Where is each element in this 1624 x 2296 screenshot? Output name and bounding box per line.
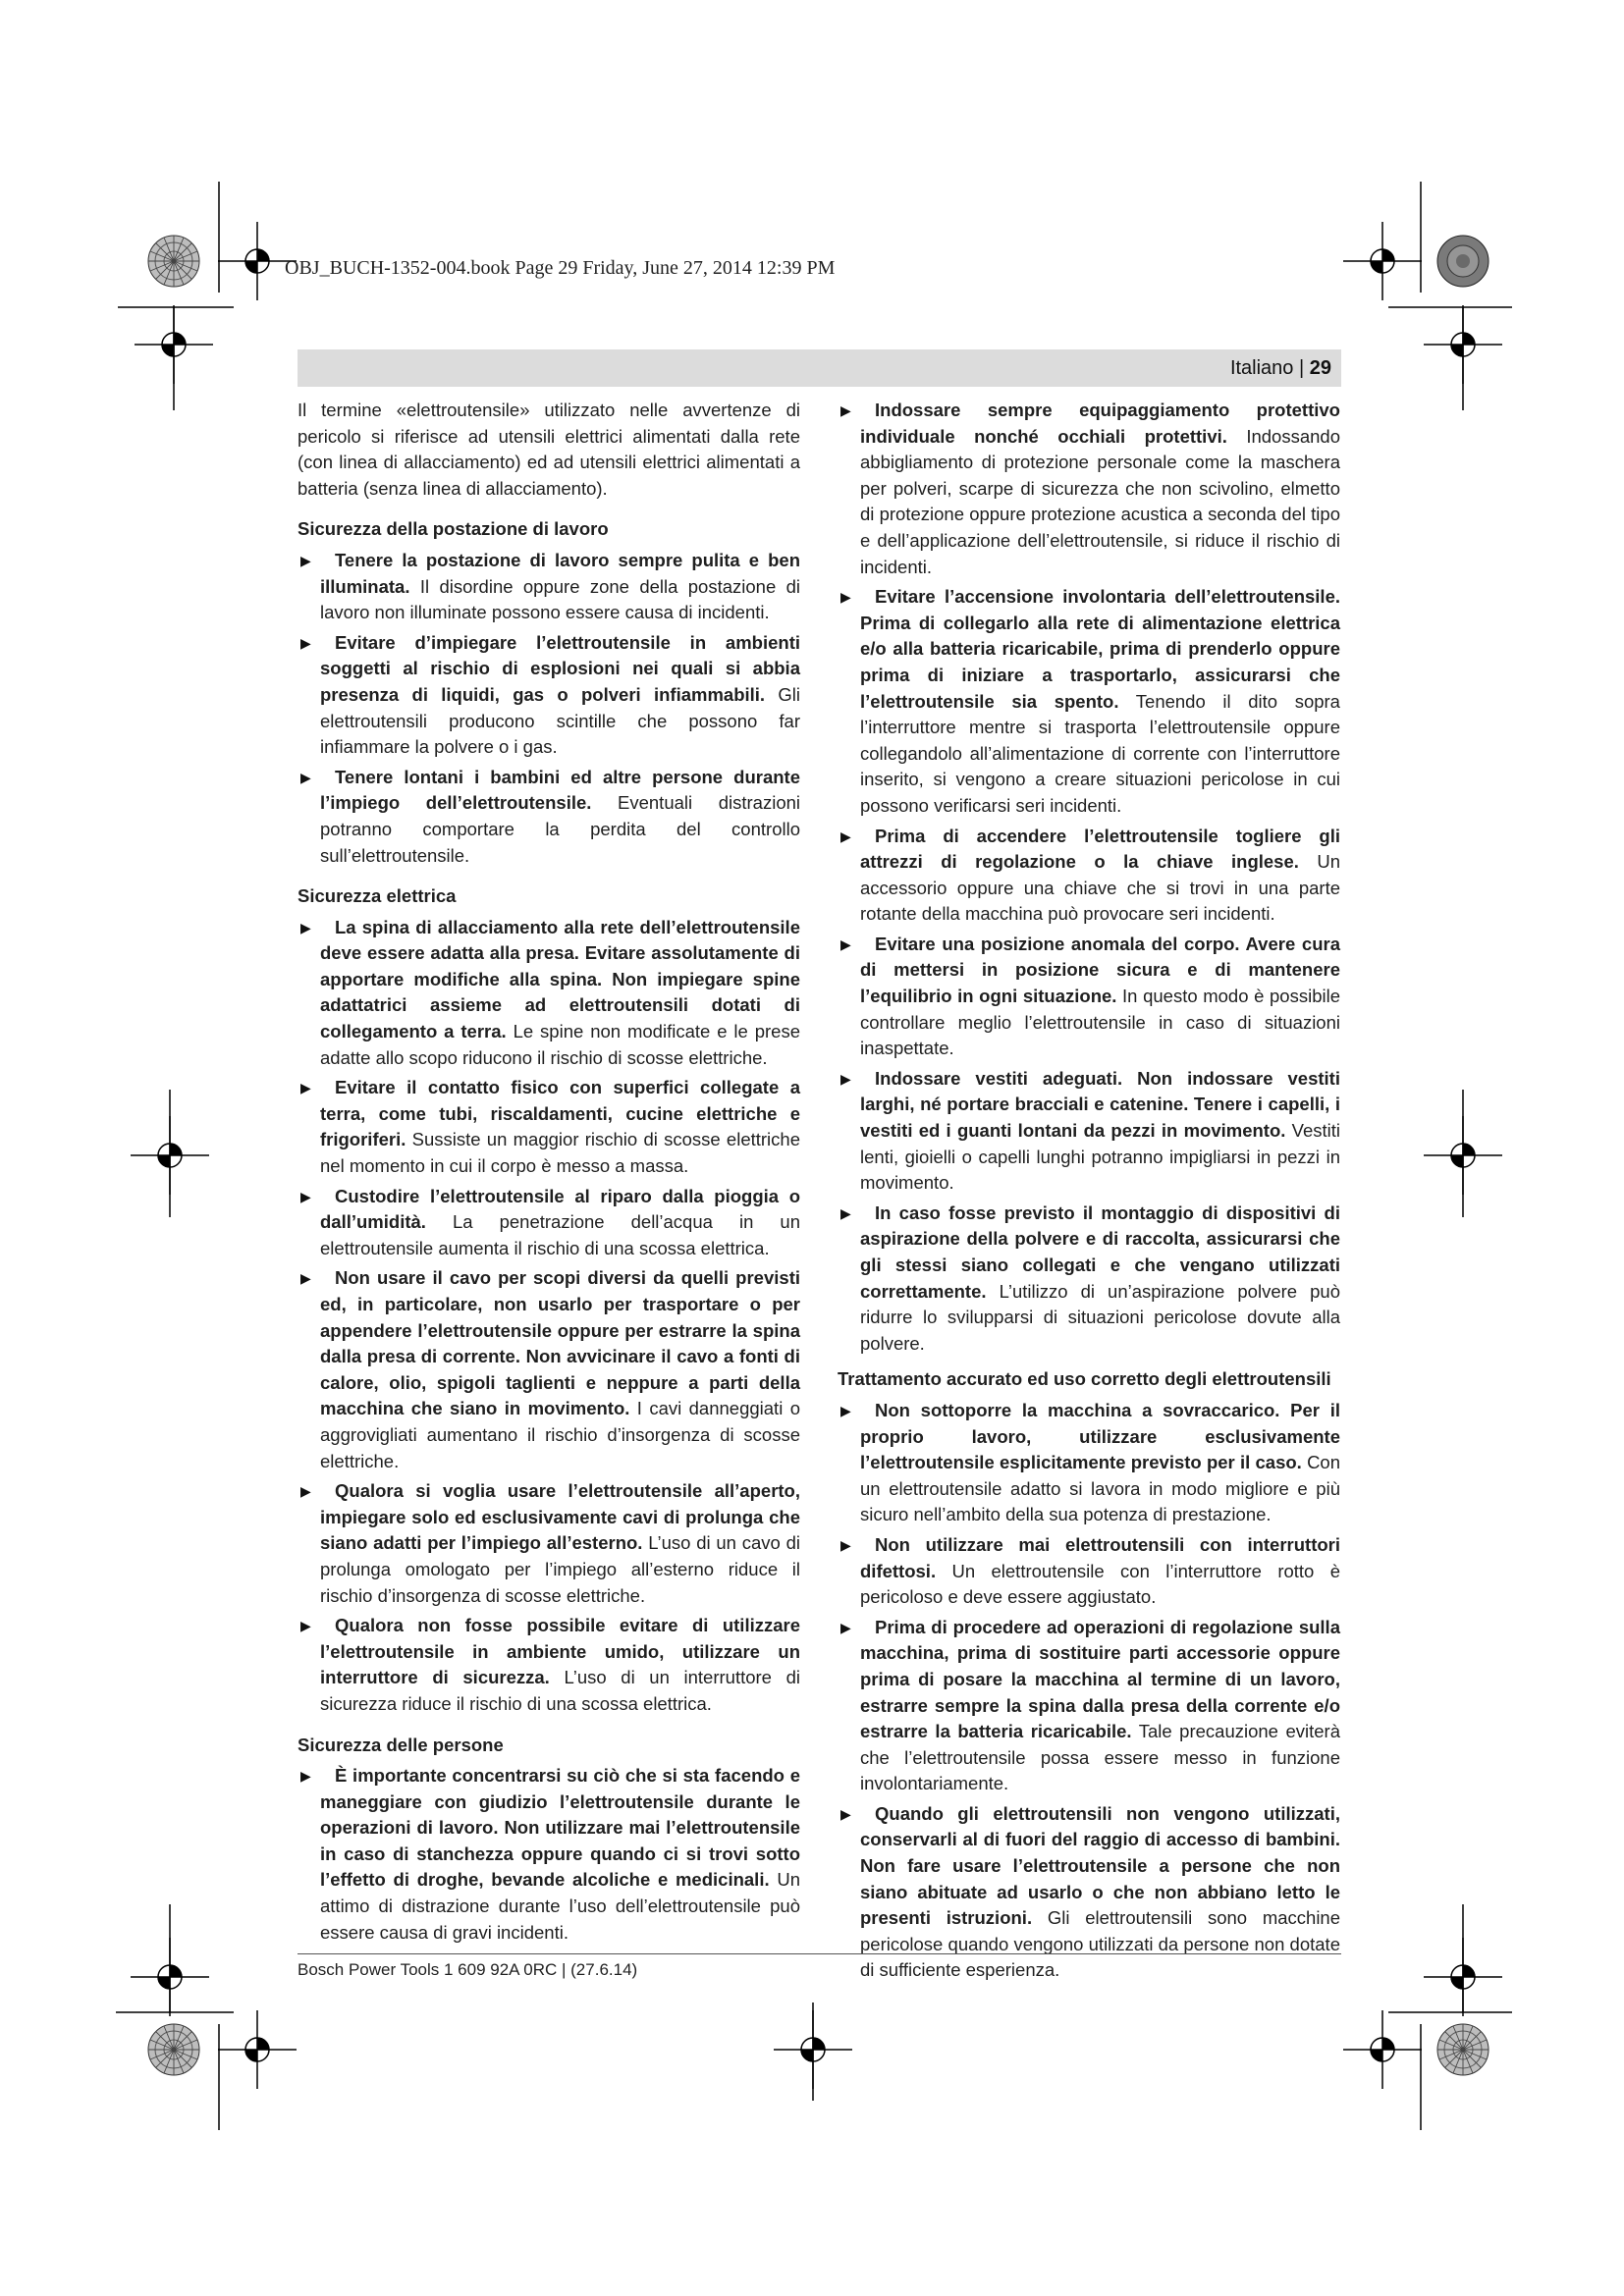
list-item: ▶ In caso fosse previsto il montaggio di dispositivi di aspirazione della polvere e di raccolta, assicurarsi che gli stessi siano collegati e che vengano utilizzati correttamente. L’utilizzo di un’aspirazione polvere può ridurre lo svilupparsi di situazioni pericolose dovute alla polvere. (840, 1201, 1340, 1354)
list-item: ▶ Non usare il cavo per scopi diversi da quelli previsti ed, in particolare, non usarlo per trasportare o per appendere l’elettroutensile oppure per estrarre la spina dalla presa di corrente. Non avvicinare il cavo a fonti di calore, olio, spigoli taglienti e neppure a parti della macchina che siano in movimento. I cavi danneggiati o aggrovigliati aumentano il rischio d’insorgenza di scosse elettriche. (300, 1267, 800, 1471)
bullet-icon: ▶ (300, 1618, 311, 1634)
bullet-icon: ▶ (840, 1805, 851, 1822)
list-item: ▶ Tenere lontani i bambini ed altre persone durante l’impiego dell’elettroutensile. Eventuali distrazioni potranno comportare la perdita del controllo sull’elettroutensile. (300, 766, 801, 866)
bullet-icon: ▶ (840, 828, 851, 844)
page-footer: Bosch Power Tools 1 609 92A 0RC | (27.6.14) (298, 1960, 638, 1979)
left-column (298, 398, 800, 1949)
intro-paragraph: Il termine «elettroutensile» utilizzato nelle avvertenze di pericolo si riferisce ad utensili elettrici alimentati dalla rete (con linea di allacciamento) ed ad utensili elettrici alimentati a batteria (senza linea di allacciamento). (298, 400, 800, 499)
list-item: ▶ Non utilizzare mai elettroutensili con interruttori difettosi. Un elettroutensile con l’interruttore rotto è pericoloso e deve essere aggiustato. (840, 1533, 1340, 1608)
header-language: Italiano (1229, 357, 1294, 379)
page-number: 29 (1309, 357, 1331, 379)
bullet-icon: ▶ (300, 1270, 311, 1287)
list-item: ▶ Qualora non fosse possibile evitare di utilizzare l’elettroutensile in ambiente umido, utilizzare un interruttore di sicurezza. L’uso di un interruttore di sicurezza riduce il rischio di una scossa elettrica. (300, 1615, 800, 1714)
bullet-icon: ▶ (840, 935, 851, 952)
bullet-icon: ▶ (300, 919, 311, 935)
bullet-icon: ▶ (300, 552, 311, 568)
list-item: ▶ Evitare una posizione anomala del corpo. Avere cura di mettersi in posizione sicura e di mantenere l’equilibrio in ogni situazione. In questo modo è possibile controllare meglio l’elettroutensile in caso di situazioni inaspettate. (840, 933, 1340, 1059)
list-item: ▶ È importante concentrarsi su ciò che si sta facendo e maneggiare con giudizio l’elettroutensile durante le operazioni di lavoro. Non utilizzare mai l’elettroutensile in caso di stanchezza oppure quando ci si trovi sotto l’effetto di droghe, bevande alcoliche e medicinali. Un attimo di distrazione durante l’uso dell’elettroutensile può essere causa di gravi incidenti. (300, 1765, 800, 1943)
header-separator: | (1293, 357, 1310, 379)
bullet-icon: ▶ (840, 1619, 851, 1635)
print-slug: OBJ_BUCH-1352-004.book Page 29 Friday, June 27, 2014 12:39 PM (285, 257, 836, 279)
section-title-personal: Sicurezza delle persone (298, 1734, 504, 1755)
list-item: ▶ Indossare sempre equipaggiamento protettivo individuale nonché occhiali protettivi. Indossando abbigliamento di protezione personale come la maschera per polveri, scarpe di sicurezza che non scivolino, elmetto di protezione oppure protezione acustica a seconda del tipo e dell’applicazione dell’elettroutensile, si riduce il rischio di incidenti. (840, 400, 1340, 577)
list-item: ▶ Non sottoporre la macchina a sovraccarico. Per il proprio lavoro, utilizzare esclusivamente l’elettroutensile esplicitamente previsto per il caso. Con un elettroutensile adatto si lavora in modo migliore e più sicuro nell’ambito della sua potenza di prestazione. (840, 1399, 1341, 1525)
section-title-electrical: Sicurezza elettrica (298, 885, 457, 907)
list-item: ▶ Indossare vestiti adeguati. Non indossare vestiti larghi, né portare bracciali e catenine. Tenere i capelli, i vestiti ed i guanti lontani da pezzi in movimento. Vestiti lenti, gioielli o capelli lunghi potranno impigliarsi in pezzi in movimento. (840, 1067, 1340, 1194)
list-item: ▶ Prima di procedere ad operazioni di regolazione sulla macchina, prima di sostituire parti accessorie oppure prima di posare la macchina al termine di un lavoro, estrarre sempre la spina dalla presa della corrente e/o estrarre la batteria ricaricabile. Tale precauzione eviterà che l’elettroutensile possa essere messo in funzione involontariamente. (840, 1616, 1340, 1794)
bullet-icon: ▶ (300, 769, 311, 785)
list-item: ▶ Tenere la postazione di lavoro sempre pulita e ben illuminata. Il disordine oppure zone della postazione di lavoro non illuminate possono essere causa di incidenti. (300, 549, 800, 623)
list-item: ▶ Evitare d’impiegare l’elettroutensile in ambienti soggetti al rischio di esplosioni nei quali si abbia presenza di liquidi, gas o polveri infiammabili. Gli elettroutensili producono scintille che possono far infiammare la polvere o i gas. (300, 631, 800, 758)
page-header (298, 349, 1341, 387)
bullet-icon: ▶ (300, 1080, 311, 1096)
bullet-icon: ▶ (300, 634, 311, 651)
list-item: ▶ Custodire l’elettroutensile al riparo dalla pioggia o dall’umidità. La penetrazione dell’acqua in un elettroutensile aumenta il rischio di una scossa elettrica. (300, 1185, 800, 1258)
section-title-workplace: Sicurezza della postazione di lavoro (298, 518, 609, 540)
list-item: ▶ Prima di accendere l’elettroutensile togliere gli attrezzi di regolazione o la chiave inglese. Un accessorio oppure una chiave che si trovi in una parte rotante della macchina può provocare seri incidenti. (840, 825, 1340, 925)
bullet-icon: ▶ (840, 1402, 851, 1418)
list-item: ▶ Quando gli elettroutensili non vengono utilizzati, conservarli al di fuori del raggio di accesso di bambini. Non fare usare l’elettroutensile a persone che non siano abituate ad usarlo o che non abbiano letto le presenti istruzioni. Gli elettroutensili sono macchine pericolose quando vengono utilizzati da persone non dotate di sufficiente esperienza. (840, 1802, 1341, 1981)
bullet-icon: ▶ (840, 1536, 851, 1553)
bullet-icon: ▶ (840, 1070, 851, 1087)
header-label (1230, 349, 1331, 387)
bullet-icon: ▶ (840, 589, 851, 606)
bullet-icon: ▶ (300, 1768, 311, 1785)
section-title-tool-use: Trattamento accurato ed uso corretto degli elettroutensili (838, 1368, 1331, 1390)
right-column (838, 398, 1340, 1988)
list-item: ▶ Evitare il contatto fisico con superfici collegate a terra, come tubi, riscaldamenti, cucine elettriche e frigoriferi. Sussiste un maggior rischio di scosse elettriche nel momento in cui il corpo è messo a massa. (300, 1077, 800, 1177)
bullet-icon: ▶ (300, 1483, 311, 1500)
list-item: ▶ Qualora si voglia usare l’elettroutensile all’aperto, impiegare solo ed esclusivamente cavi di prolunga che siano adatti per l’impiego all’esterno. L’uso di un cavo di prolunga omologato per l’impiego all’esterno riduce il rischio d’insorgenza di scosse elettriche. (300, 1480, 800, 1606)
footer-rule (298, 1953, 1341, 1954)
bullet-icon: ▶ (840, 1204, 851, 1221)
bullet-icon: ▶ (840, 402, 851, 418)
list-item: ▶ La spina di allacciamento alla rete dell’elettroutensile deve essere adatta alla presa. Evitare assolutamente di apportare modifiche alla spina. Non impiegare spine adattatrici assieme ad elettroutensili dotati di collegamento a terra. Le spine non modificate e le prese adatte allo scopo riducono il rischio di scosse elettriche. (300, 916, 801, 1068)
bullet-icon: ▶ (300, 1188, 311, 1204)
list-item: ▶ Evitare l’accensione involontaria dell’elettroutensile. Prima di collegarlo alla rete di alimentazione elettrica e/o alla batteria ricaricabile, prima di prenderlo oppure prima di iniziare a trasportarlo, assicurarsi che l’elettroutensile sia spento. Tenendo il dito sopra l’interruttore mentre si trasporta l’elettroutensile oppure collegandolo all’alimentazione di corrente con l’interruttore inserito, si vengono a creare situazioni pericolose in cui possono verificarsi seri incidenti. (840, 586, 1340, 816)
